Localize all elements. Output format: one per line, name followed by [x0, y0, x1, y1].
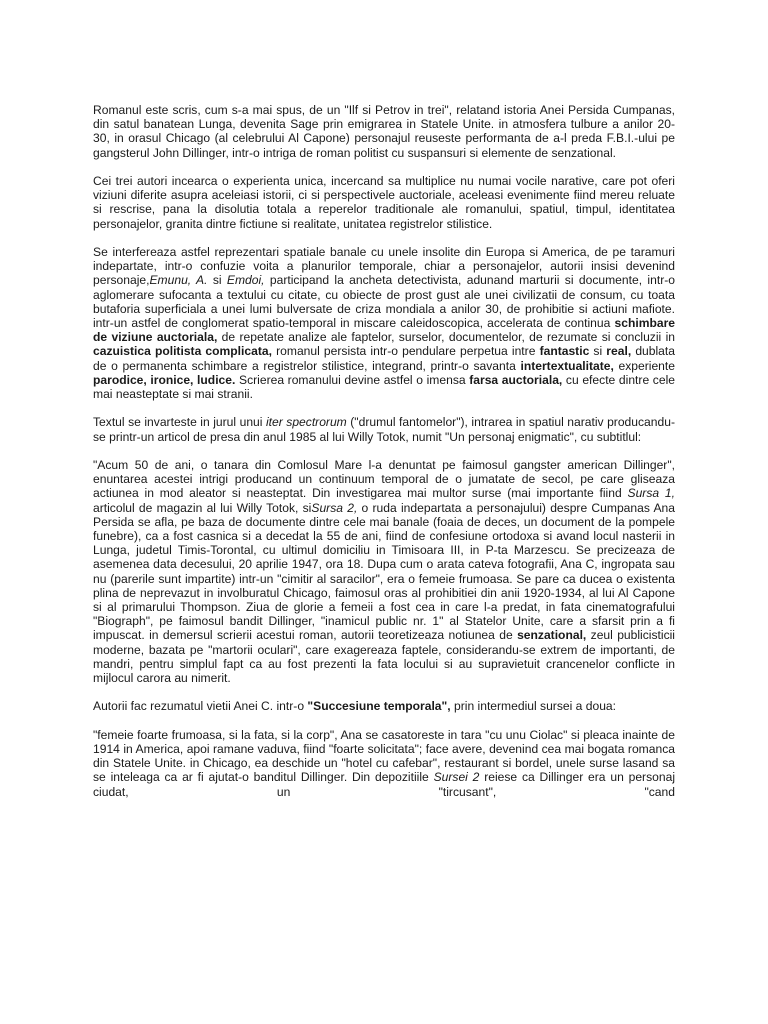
text-run: Autorii fac rezumatul vietii Anei C. intr-o	[93, 699, 308, 714]
text-run: si	[207, 273, 227, 288]
bold-text: intertextualitate,	[520, 358, 614, 373]
text-run: Textul se invarteste in jurul unui	[93, 415, 266, 430]
italic-text: Sursa 1,	[627, 486, 675, 501]
bold-text: real,	[606, 344, 632, 359]
text-run: dublata de o permanenta schimbare a registrelor stilistice, integrand, printr-o savanta	[93, 344, 675, 373]
bold-text: "Succesiune temporala",	[307, 699, 451, 714]
paragraph-6	[93, 699, 675, 713]
italic-text: Sursei 2	[433, 770, 480, 785]
text-run: o ruda indepartata a personajului) despre Cumpanas Ana Persida se afla, pe baza de documente dintre cele mai banale (foaia de deces, un document de la pompele funebre), ca a fost casnica si a decedat la 55 de ani, fiind de confesiune ortodoxa si avand locul nasterii in Lunga, judetul Timis-Torontal, cu ultimul domiciliu in Timisoara III, in P-ta Marzescu. Se precizeaza de asemenea data decesului, 20 aprilie 1947, ora 18. Dupa cum o arata cateva fotografii, Ana C, ingropata sau nu (parerile sunt impartite) intr-un "cimitir al saracilor", era o femeie frumoasa. Se pare ca ducea o existenta plina de neprevazut in involburatul Chicago, faimosul oras al prohibitiei din anii 1920-1934, al lui Al Capone si al primarului Thompson. Ziua de glorie a femeii a fost cea in care l-a predat, in fata cinematografului "Biograph", pe faimosul bandit Dillinger, "inamicul public nr. 1" al Statelor Unite, care a sfarsit prin a fi impuscat. in demersul scrierii acestui roman, autorii teoretizeaza notiunea de	[93, 500, 676, 643]
bold-text: parodice, ironice, ludice.	[93, 372, 236, 387]
paragraph-1	[93, 103, 675, 160]
text-run: romanul persista intr-o pendulare perpetua intre	[271, 344, 540, 359]
italic-text: Emdoi,	[226, 273, 265, 288]
italic-text: Sursa 2,	[311, 500, 358, 515]
text-run: cu efecte dintre cele mai neasteptate si mai stranii.	[93, 372, 675, 402]
bold-text: senzational,	[517, 628, 587, 643]
text-run: Se interfereaza astfel reprezentari spatiale banale cu unele insolite din Europa si America, de pe taramuri indepartate, intr-o confuzie voita a planurilor temporale, chiar a personajelor, autorii insisi devenind personaje,	[93, 245, 675, 288]
bold-text: fantastic	[539, 344, 590, 359]
text-run: ("drumul fantomelor"), intrarea in spatiul narativ producandu-se printr-un articol de presa din anul 1985 al lui Willy Totok, numit "Un personaj enigmatic", cu subtitlul:	[93, 415, 675, 444]
paragraph-7	[93, 728, 675, 799]
paragraph-5	[93, 458, 675, 685]
text-run: articolul de magazin al lui Willy Totok, si	[93, 500, 312, 515]
text-run: reiese ca Dillinger era un personaj ciudat, un "tircusant", "cand	[93, 770, 675, 799]
text-run: experiente	[613, 358, 675, 373]
text-run: Scrierea romanului devine astfel o imensa	[235, 372, 470, 387]
paragraph-3	[93, 245, 675, 401]
text-run: de repetate analize ale faptelor, surselor, documentelor, de rezumate si concluzii in	[217, 330, 675, 345]
text-run: "femeie foarte frumoasa, si la fata, si la corp", Ana se casatoreste in tara "cu unu Ciolac" si pleaca inainte de 1914 in America, apoi ramane vaduva, fiind "foarte solicitata"; face avere, devenind cea mai bogata romanca din Statele Unite. in Chicago, ea deschide un "hotel cu cafebar", restaurant si bordel, unele surse lasand sa se inteleaga ca ar fi ajutat-o banditul Dillinger. Din depozitiile	[93, 727, 675, 785]
italic-text: iter spectrorum	[265, 415, 347, 430]
document-page	[93, 103, 675, 813]
text-run: zeul publicisticii moderne, bazata pe "martorii oculari", care exagereaza faptele, considerandu-se extrem de importanti, de mandri, pentru simplul fapt ca au fost prezenti la fata locului si au supravietuit crancenelor conflicte in mijlocul carora au nimerit.	[93, 628, 675, 686]
text-run: "Acum 50 de ani, o tanara din Comlosul Mare l-a denuntat pe faimosul gangster american Dillinger", enuntarea acestei intrigi producand un continuum temporal de o jumatate de secol, pe care gliseaza actiunea in mod aleator si neasteptat. Din investigarea mai multor surse (mai importante fiind	[93, 458, 675, 501]
text-run: prin intermediul sursei a doua:	[450, 699, 617, 714]
bold-text: farsa auctoriala,	[469, 372, 563, 387]
paragraph-4	[93, 415, 675, 443]
text-run: si	[589, 344, 607, 359]
text-run: Cei trei autori incearca o experienta unica, incercand sa multiplice nu numai vocile narative, care pot oferi viziuni diferite asupra aceleiasi istorii, ci si perspectivele auctoriale, aceleasi evenimente fiind mereu reluate si rescrise, pana la disolutia totala a reperelor traditionale ale romanului, spatiul, timpul, identitatea personajelor, granita dintre fictiune si realitate, unitatea registrelor stilistice.	[93, 174, 675, 231]
bold-text: schimbare de viziune auctoriala,	[93, 316, 675, 345]
text-run: participand la ancheta detectivista, adunand marturii si documente, intr-o aglomerare sufocanta a textului cu citate, cu obiecte de prost gust ale unei civilizatii de consum, cu toata butaforia superficiala a unei lumi bulversate de criza mondiala a anilor 30, de prohibitie si actiuni mafiote. intr-un astfel de conglomerat spatio-temporal in miscare caleidoscopica, accelerata de continua	[93, 273, 675, 331]
bold-text: cazuistica politista complicata,	[93, 344, 272, 359]
paragraph-2	[93, 174, 675, 231]
text-run: Romanul este scris, cum s-a mai spus, de un "Ilf si Petrov in trei", relatand istoria Anei Persida Cumpanas, din satul banatean Lunga, devenita Sage prin emigrarea in Statele Unite. in atmosfera tulbure a anilor 20- 30, in orasul Chicago (al celebrului Al Capone) personajul reuseste performanta de a-l preda F.B.I.-ului pe gangsterul John Dillinger, intr-o intriga de roman politist cu suspansuri si elemente de senzational.	[93, 103, 675, 160]
italic-text: Emunu, A.	[149, 273, 208, 288]
